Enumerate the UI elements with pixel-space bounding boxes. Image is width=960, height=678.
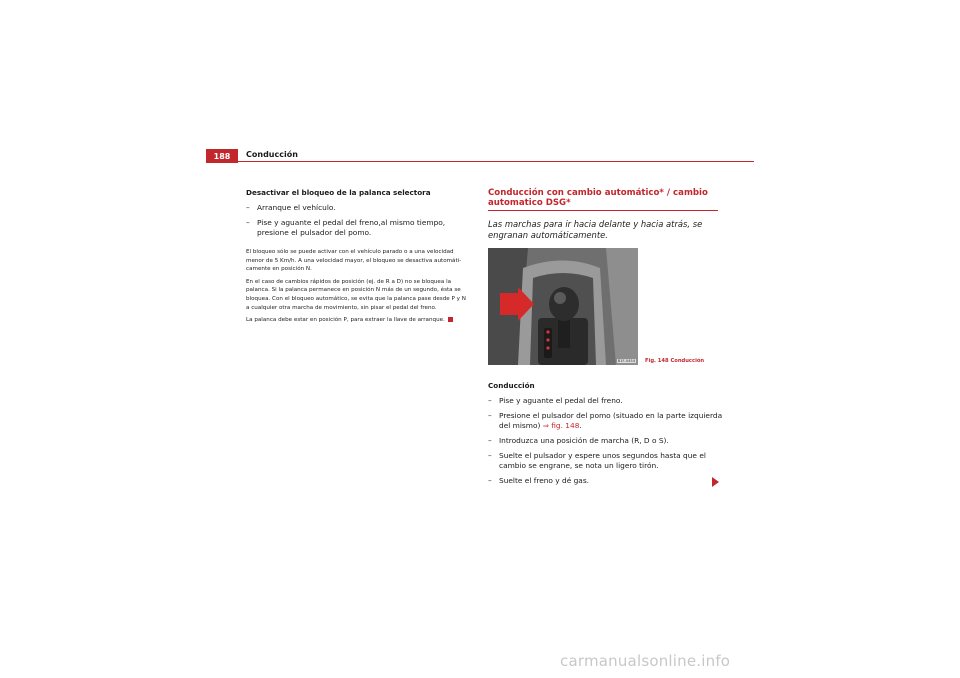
step-dash: – (488, 436, 492, 445)
section-rule (488, 210, 718, 211)
step-text: Introduzca una posición de marcha (R, D o S). (499, 436, 669, 445)
step-dash: – (246, 203, 250, 212)
header-rule (206, 161, 754, 162)
step-text: Suelte el freno y dé gas. (499, 476, 590, 485)
right-step-3 (488, 436, 724, 446)
left-step-2 (246, 218, 470, 238)
left-step-1 (246, 203, 470, 213)
note-1: El bloqueo sólo se puede activar con el vehículo parado o a una velocidad menor de 5 Km/h. A una velocidad mayor, el bloqueo se desactiva automáti-camente en posición N. (246, 249, 462, 273)
right-step-1 (488, 396, 724, 406)
lead-text: Las marchas para ir hacia delante y hacia atrás, se engranan automáticamente. (488, 219, 703, 240)
watermark: carmanualsonline.info (560, 652, 731, 670)
note-3-text: La palanca debe estar en posición P, para extraer la llave de arranque. (246, 317, 445, 324)
left-column (246, 188, 470, 329)
step-text-end: . (579, 421, 582, 430)
step-text: Pise y aguante el pedal del freno. (499, 396, 623, 405)
step-text: Suelte el pulsador y espere unos segundos hasta que el cambio se engrane, se nota un ligero tirón. (499, 451, 706, 470)
step-dash: – (488, 411, 492, 420)
step-dash: – (246, 218, 250, 227)
step-dash: – (488, 396, 492, 405)
step-text (499, 411, 724, 431)
note-2: En el caso de cambios rápidos de posición (ej. de R a D) no se bloquea la palanca. Si la palanca permanece en posición N más de un segundo, ésta se bloquea. Con el bloqueo automático, se evita que la palanca pase desde P y N a cualquier otra marcha de movimiento, sin pisar el pedal del freno. (246, 278, 466, 311)
step-dash: – (488, 451, 492, 460)
right-procedure (488, 381, 724, 491)
section-title: Conducción (246, 150, 298, 159)
right-step-2 (488, 411, 724, 431)
page-number: 188 (206, 149, 238, 163)
step-text: Arranque el vehículo. (257, 203, 336, 212)
notes (246, 248, 470, 325)
section-heading: Conducción con cambio automático* / cambio automatico DSG* (488, 188, 708, 208)
end-mark-icon (448, 317, 453, 322)
figure-link[interactable]: ⇒ fig. 148 (542, 421, 580, 430)
step-text-main: Presione el pulsador del pomo (situado en la parte izquierda del mismo) (499, 411, 723, 430)
next-page-arrow-icon[interactable] (712, 477, 719, 487)
note-3 (246, 316, 470, 325)
right-step-4 (488, 451, 724, 471)
procedure-heading: Conducción (488, 381, 535, 390)
gear-lever-figure (488, 248, 638, 365)
right-step-5 (488, 476, 724, 486)
figure-tag: B1F-0454 (617, 359, 635, 363)
step-text: Pise y aguante el pedal del freno,al mismo tiempo, presione el pulsador del pomo. (257, 218, 446, 237)
step-dash: – (488, 476, 492, 485)
gear-lever-illustration (488, 248, 638, 365)
figure-caption: Fig. 148 Conducción (645, 358, 705, 364)
right-column (488, 188, 724, 247)
left-heading: Desactivar el bloqueo de la palanca selectora (246, 188, 431, 197)
